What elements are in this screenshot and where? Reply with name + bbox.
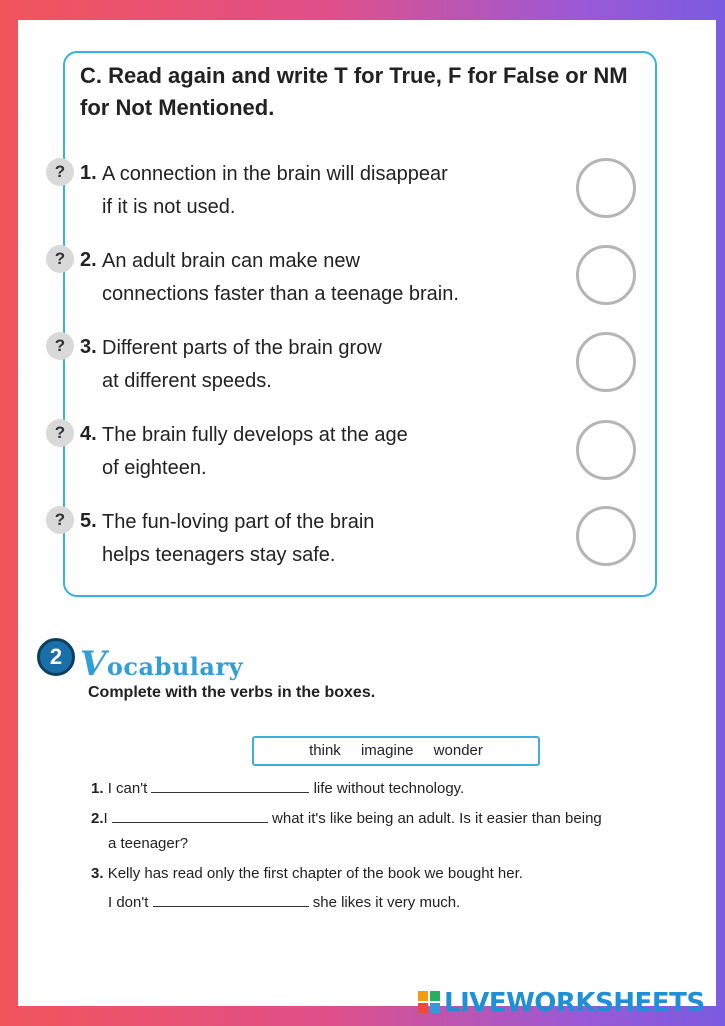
sentence-text: a teenager? — [108, 835, 189, 852]
answer-blank[interactable] — [151, 778, 309, 793]
section-title-initial: V — [80, 644, 107, 684]
statement-line: helps teenagers stay safe. — [102, 544, 336, 566]
statement-line: connections faster than a teenage brain. — [102, 283, 459, 305]
word-option: think — [309, 742, 341, 759]
item-number: 4. — [80, 423, 97, 445]
word-box — [252, 736, 540, 766]
liveworksheets-logo-icon — [418, 991, 440, 1013]
item-number: 2. — [80, 249, 97, 271]
sentence-2 — [91, 808, 602, 827]
sentence-number: 2. — [91, 810, 104, 827]
item-statement — [102, 506, 542, 572]
answer-circle[interactable] — [576, 332, 636, 392]
item-statement — [102, 419, 542, 485]
exercise-c-instruction: C. Read again and write T for True, F for False or NM for Not Mentioned. — [80, 63, 628, 120]
section-title — [80, 644, 243, 684]
item-statement — [102, 158, 542, 224]
section-title-rest: ocabulary — [106, 652, 244, 681]
answer-circle[interactable] — [576, 158, 636, 218]
sentence-text: what it's like being an adult. Is it easier than being — [272, 810, 602, 827]
item-number: 1. — [80, 162, 97, 184]
hint-icon[interactable]: ? — [46, 332, 74, 360]
sentence-text: Kelly has read only the first chapter of the book we bought her. — [107, 865, 523, 882]
statement-line: if it is not used. — [102, 196, 236, 218]
hint-icon[interactable]: ? — [46, 245, 74, 273]
sentence-number: 3. — [91, 865, 104, 882]
sentence-text: I can't — [107, 780, 148, 797]
answer-blank[interactable] — [112, 808, 268, 823]
statement-line: of eighteen. — [102, 457, 207, 479]
statement-line: The fun-loving part of the brain — [102, 511, 375, 533]
answer-circle[interactable] — [576, 245, 636, 305]
brand-wordmark: LIVEWORKSHEETS — [444, 988, 705, 1018]
sentence-text: I — [103, 810, 108, 827]
word-option: imagine — [360, 742, 414, 759]
sentence-text: I don't — [108, 894, 149, 911]
statement-line: A connection in the brain will disappear — [102, 163, 448, 185]
page-border-right — [716, 20, 725, 1006]
statement-line: at different speeds. — [102, 370, 272, 392]
statement-line: An adult brain can make new — [102, 250, 360, 272]
hint-icon[interactable]: ? — [46, 419, 74, 447]
hint-icon[interactable]: ? — [46, 506, 74, 534]
answer-blank[interactable] — [153, 892, 309, 907]
statement-line: The brain fully develops at the age — [102, 424, 408, 446]
sentence-number: 1. — [91, 780, 104, 797]
statement-line: Different parts of the brain grow — [102, 337, 382, 359]
sentence-text: she likes it very much. — [312, 894, 461, 911]
vocabulary-instruction: Complete with the verbs in the boxes. — [88, 684, 376, 701]
item-statement — [102, 332, 542, 398]
sentence-3-line-2 — [108, 892, 460, 911]
sentence-text: life without technology. — [313, 780, 465, 797]
item-number: 3. — [80, 336, 97, 358]
answer-circle[interactable] — [576, 506, 636, 566]
word-option: wonder — [433, 742, 483, 759]
sentence-1 — [91, 778, 464, 797]
item-statement — [102, 245, 542, 311]
section-number-badge: 2 — [37, 638, 75, 676]
sentence-3 — [91, 865, 523, 882]
hint-icon[interactable]: ? — [46, 158, 74, 186]
answer-circle[interactable] — [576, 420, 636, 480]
item-number: 5. — [80, 510, 97, 532]
